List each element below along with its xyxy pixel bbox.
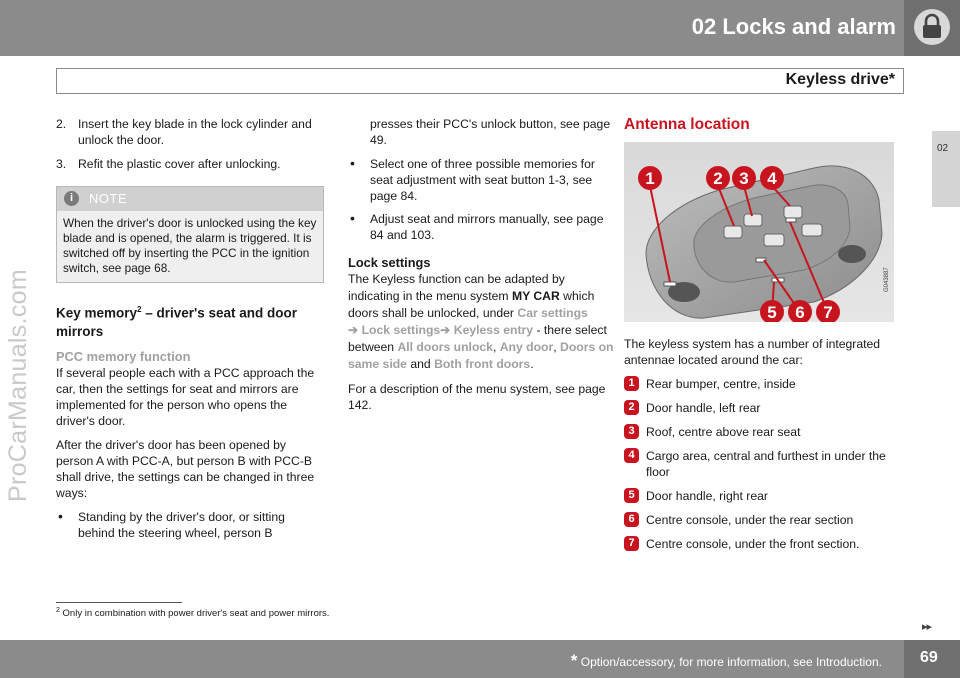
- chapter-side-tab: [932, 131, 960, 207]
- section-title: Keyless drive*: [785, 71, 895, 88]
- accessory-note: * Option/accessory, for more information, see Introduction.: [570, 651, 882, 670]
- bullet-item: [56, 509, 324, 541]
- step-text: Insert the key blade in the lock cylinder and unlock the door.: [78, 117, 312, 147]
- bullet-item: [348, 156, 616, 204]
- callout-label: 3: [739, 169, 749, 188]
- bullet-continuation: [348, 116, 616, 148]
- callout-badge: 1: [624, 376, 639, 391]
- car-illustration: [624, 142, 894, 322]
- callout-label: 5: [767, 303, 777, 322]
- column-middle: [348, 116, 616, 421]
- footnote-divider: [56, 602, 182, 603]
- antenna-list-item: [624, 448, 910, 480]
- arrow-icon: ➔: [440, 323, 451, 337]
- note-box: [56, 186, 324, 283]
- antenna-text: Centre console, under the rear section: [646, 513, 854, 527]
- antenna-text: Door handle, left rear: [646, 401, 761, 415]
- bullet-text: Standing by the driver's door, or sitting behind the steering wheel, person B: [78, 509, 285, 540]
- bullet-text: presses their PCC's unlock button, see page 49.: [370, 117, 611, 147]
- antenna-list-item: [624, 376, 910, 392]
- column-left: [56, 116, 324, 548]
- step-text: Refit the plastic cover after unlocking.: [78, 157, 281, 171]
- bullet-icon: •: [350, 155, 355, 171]
- column-right: [624, 116, 910, 560]
- antenna-text: Rear bumper, centre, inside: [646, 377, 796, 391]
- paragraph: For a description of the menu system, see page 142.: [348, 382, 606, 412]
- antenna-list-item: [624, 488, 910, 504]
- callout-label: 7: [823, 303, 833, 322]
- note-title: NOTE: [89, 191, 128, 206]
- antenna-list-item: [624, 512, 910, 528]
- antenna-location-heading: Antenna location: [624, 116, 750, 133]
- lock-settings-text: The Keyless function can be adapted by indicating in the menu system MY CAR which doors shall be unlocked, under Car settings ➔ Lock settings➔ Keyless entry - there select between All doors unlock, Any door, Doors on same side and Both front doors.: [348, 272, 614, 371]
- step-3: [56, 156, 324, 172]
- callout-badge: 6: [624, 512, 639, 527]
- page-number-box: [904, 640, 960, 678]
- callout-badge: 4: [624, 448, 639, 463]
- chapter-title: 02 Locks and alarm: [691, 14, 896, 39]
- antenna-list-item: [624, 424, 910, 440]
- bullet-text: Select one of three possible memories for seat adjustment with seat button 1-3, see page 84.: [370, 157, 595, 203]
- chapter-header-bar: [0, 0, 960, 56]
- antenna-intro: The keyless system has a number of integrated antennae located around the car:: [624, 337, 881, 367]
- antenna-text: Roof, centre above rear seat: [646, 425, 801, 439]
- bullet-text: Adjust seat and mirrors manually, see page 84 and 103.: [370, 212, 604, 242]
- paragraph: After the driver's door has been opened by person A with PCC-A, but person B with PCC-B shall drive, the settings can be changed in three ways:: [56, 437, 315, 500]
- footnote: $^2$ Only in combination with power driver's seat and power mirrors.: [56, 607, 330, 620]
- key-memory-heading: Key memory$^2$ – driver's seat and door mirrors: [56, 305, 298, 339]
- page-number: 69: [920, 649, 938, 666]
- callout-badge: 7: [624, 536, 639, 551]
- pcc-memory-subheading: PCC memory function: [56, 348, 191, 364]
- section-title-bar: [56, 68, 904, 94]
- callout-label: 2: [713, 169, 723, 188]
- bullet-icon: •: [350, 210, 355, 226]
- lock-icon-box: [904, 0, 960, 56]
- bullet-item: [348, 211, 616, 243]
- antenna-text: Centre console, under the front section.: [646, 537, 860, 551]
- lock-settings-heading: Lock settings: [348, 255, 431, 270]
- step-2: [56, 116, 324, 148]
- image-code: G043887: [884, 267, 890, 292]
- lock-icon: [913, 8, 951, 46]
- next-page-arrow-icon: ▸▸: [922, 621, 932, 633]
- side-tab-label: 02: [937, 143, 949, 154]
- arrow-icon: ➔: [348, 323, 359, 337]
- callout-label: 4: [767, 169, 777, 188]
- antenna-text: Door handle, right rear: [646, 489, 768, 503]
- antenna-text: Cargo area, central and furthest in under the floor: [646, 449, 886, 479]
- antenna-list-item: [624, 536, 910, 552]
- callout-badge: 3: [624, 424, 639, 439]
- antenna-list-item: [624, 400, 910, 416]
- note-text: When the driver's door is unlocked using the key blade and is opened, the alarm is triggered. It is switched off by inserting the PCC in the ignition switch, see page 68.: [57, 211, 323, 282]
- bullet-icon: •: [58, 507, 63, 524]
- callout-label: 6: [795, 303, 805, 322]
- car-antenna-illustration: [624, 142, 894, 322]
- info-icon: i: [64, 191, 79, 206]
- callout-label: 1: [645, 169, 655, 188]
- callout-badge: 5: [624, 488, 639, 503]
- paragraph: If several people each with a PCC approach the car, then the settings for seat and mirrors are implemented for the person who opens the driver's door.: [56, 365, 315, 428]
- step-number: 3.: [56, 157, 67, 171]
- step-number: 2.: [56, 117, 67, 131]
- footer-bar: [0, 640, 960, 678]
- callout-badge: 2: [624, 400, 639, 415]
- watermark: ProCarManuals.com: [4, 269, 32, 502]
- note-header: [57, 187, 323, 211]
